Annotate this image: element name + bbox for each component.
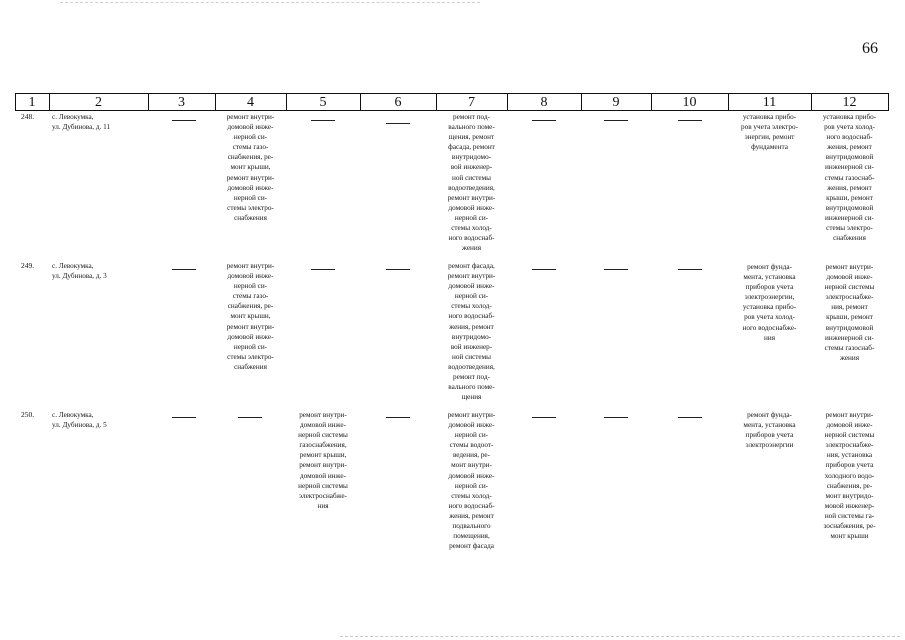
work-cell-col4: ремонт внутри- домовой инже- нерной си- стемы газо- снабжения, ре- монт крыши, ремонт внутри- домовой инже- нерной си- стемы электро- снабжения: [226, 262, 275, 371]
column-divider: [888, 93, 889, 111]
empty-cell-dash: [386, 123, 410, 124]
empty-cell-dash: [172, 417, 196, 418]
column-header-1: 1: [28, 95, 36, 110]
empty-cell-dash: [386, 417, 410, 418]
column-header-9: 9: [612, 95, 620, 110]
work-cell-col11: установка прибо- ров учета электро- энергии, ремонт фундамента: [741, 113, 798, 152]
empty-cell-dash: [678, 417, 702, 418]
empty-cell-dash: [386, 269, 410, 270]
work-cell-col7: ремонт под- вального поме- щения, ремонт фасада, ремонт внутридомо- вой инженер- ной системы водоотведения, ремонт внутри- домовой инже- нерной си- стемы холод- ного водоснаб- жения: [447, 113, 496, 253]
work-cell-col7: ремонт фасада, ремонт внутри- домовой инже- нерной си- стемы холод- ного водоснаб- жения, ремонт внутридомо- вой инженер- ной системы водоотведения, ремонт под- вального поме- щения: [447, 262, 496, 402]
work-cell-col11: ремонт фунда- мента, установка приборов учета электроэнергии, установка прибо- ров учета холод- ного водоснабже- ния: [742, 263, 797, 342]
empty-cell-dash: [604, 269, 628, 270]
empty-cell-dash: [532, 417, 556, 418]
column-header-7: 7: [468, 95, 475, 110]
column-header-12: 12: [842, 95, 857, 110]
work-cell-col5: ремонт внутри- домовой инже- нерной системы газоснабжения, ремонт крыши, ремонт внутри- домовой инже- нерной системы электроснабже- ния: [298, 411, 348, 510]
empty-cell-dash: [604, 417, 628, 418]
column-header-11: 11: [762, 95, 777, 110]
scan-artifact-line: [340, 636, 900, 637]
empty-cell-dash: [678, 269, 702, 270]
empty-cell-dash: [678, 120, 702, 121]
column-header-2: 2: [95, 95, 102, 110]
column-header-6: 6: [394, 95, 402, 110]
column-header-5: 5: [319, 95, 327, 110]
empty-cell-dash: [311, 269, 335, 270]
empty-cell-dash: [532, 120, 556, 121]
row-number: 248.: [21, 112, 35, 121]
address-cell: с. Левокумка, ул. Дубинова, д. 3: [52, 262, 107, 281]
table-header-top-border: [15, 93, 888, 94]
work-cell-col7: ремонт внутри- домовой инже- нерной си- стемы водоот- ведения, ре- монт внутри- домовой инже- нерной си- стемы холод- ного водоснаб- жения, ремонт подвального помещения, ремонт фасада: [447, 411, 496, 551]
empty-cell-dash: [238, 417, 262, 418]
column-header-4: 4: [247, 95, 254, 110]
work-cell-col12: установка прибо- ров учета холод- ного водоснаб- жения, ремонт внутридомовой инженерной си- стемы газоснаб- жения, ремонт крыши, ремонт внутридомовой инженерной си- стемы электро- снабжения: [822, 113, 877, 243]
row-number: 250.: [21, 410, 35, 419]
column-header-8: 8: [540, 95, 548, 110]
address-cell: с. Левокумка, ул. Дубинова, д. 5: [52, 411, 107, 430]
empty-cell-dash: [172, 120, 196, 121]
work-cell-col12: ремонт внутри- домовой инже- нерной системы электроснабже- ния, установка приборов учета холодного водо- снабжения, ре- монт внутридо- мовой инженер- ной системы га- зоснабжения, ре- монт крыши: [823, 411, 876, 541]
scan-artifact-line: [60, 2, 480, 3]
work-cell-col11: ремонт фунда- мента, установка приборов учета электроэнергии: [743, 411, 796, 450]
column-header-10: 10: [682, 95, 697, 110]
work-cell-col4: ремонт внутри- домовой инже- нерной си- стемы газо- снабжения, ре- монт крыши, ремонт внутри- домовой инже- нерной си- стемы электро- снабжения: [226, 113, 275, 222]
address-cell: с. Левокумка, ул. Дубинова, д. 11: [52, 113, 111, 132]
row-number: 249.: [21, 261, 35, 270]
column-header-3: 3: [178, 95, 185, 110]
empty-cell-dash: [311, 120, 335, 121]
empty-cell-dash: [604, 120, 628, 121]
empty-cell-dash: [172, 269, 196, 270]
work-cell-col12: ремонт внутри- домовой инже- нерной системы электроснабже- ния, ремонт крыши, ремонт внутридомовой инженерной си- стемы газоснаб- жения: [824, 263, 875, 362]
empty-cell-dash: [532, 269, 556, 270]
page-number: 66: [862, 40, 878, 57]
